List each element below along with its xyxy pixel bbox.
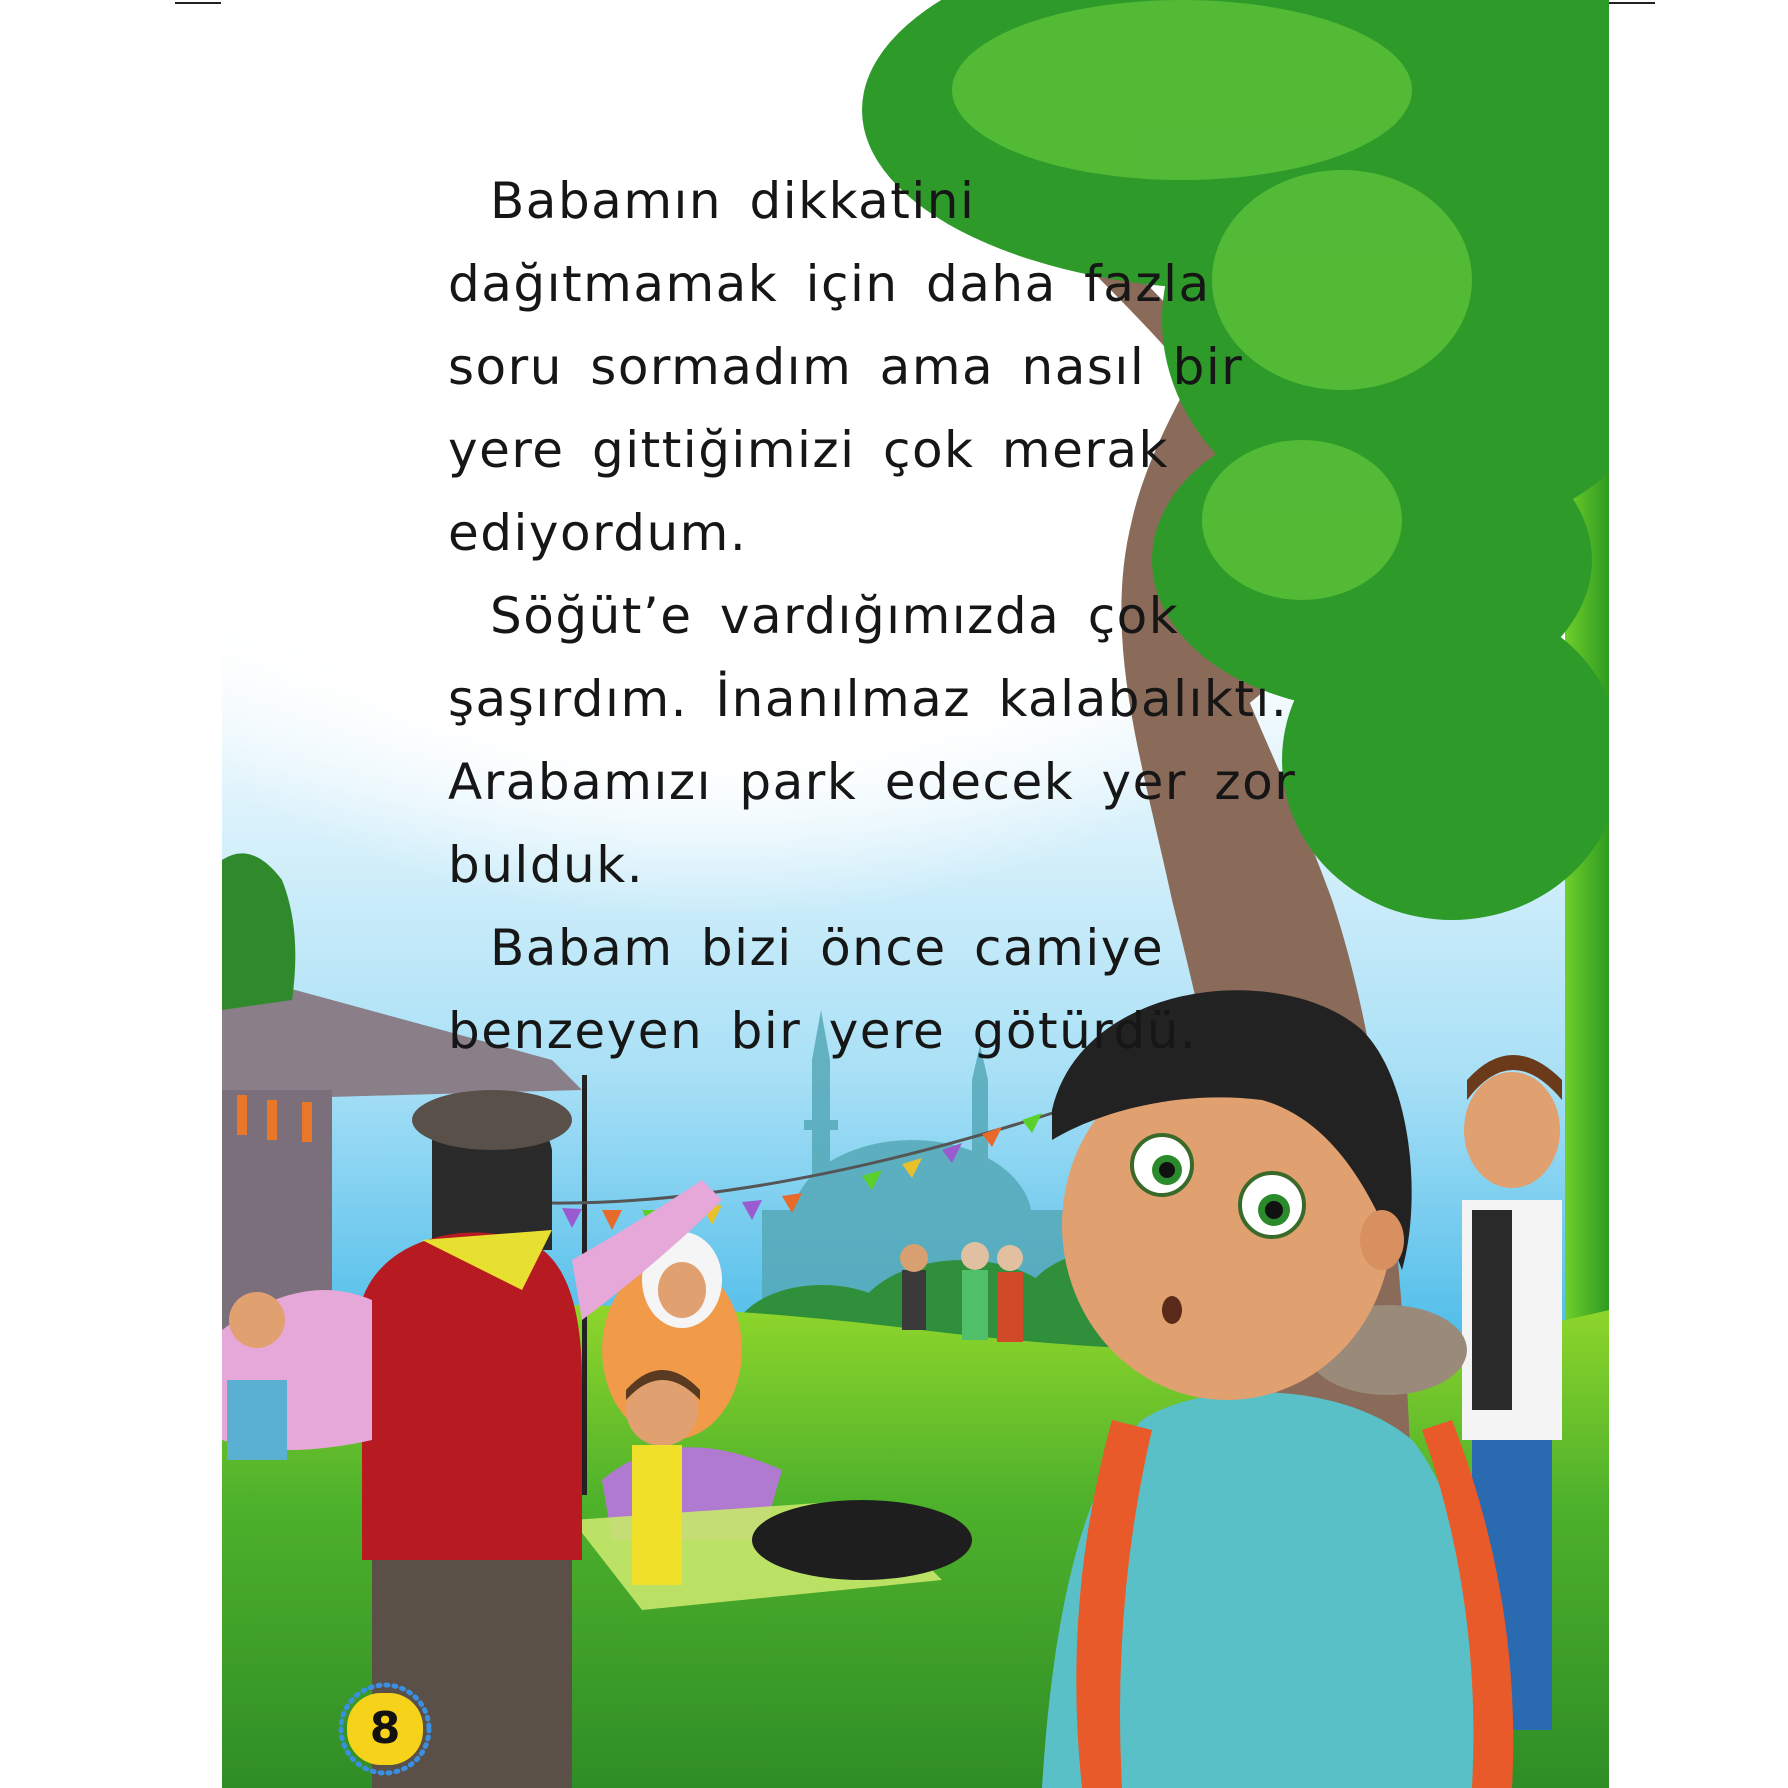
page-number-badge <box>337 1681 433 1777</box>
crop-mark-right <box>1609 2 1655 4</box>
page-number: 8 <box>369 1703 401 1754</box>
story-paragraph: Babamın dikkatini dağıtmamak için daha fazla soru sormadım ama nasıl bir yere gittiğimizi çok merak ediyordum. <box>448 172 1244 562</box>
crop-mark-left <box>175 2 221 4</box>
story-text <box>448 160 1308 1073</box>
story-paragraph: Babam bizi önce camiye benzeyen bir yere götürdü. <box>448 919 1198 1060</box>
story-paragraph: Söğüt’e vardığımızda çok şaşırdım. İnanılmaz kalabalıktı. Arabamızı park edecek yer zor bulduk. <box>448 587 1297 894</box>
